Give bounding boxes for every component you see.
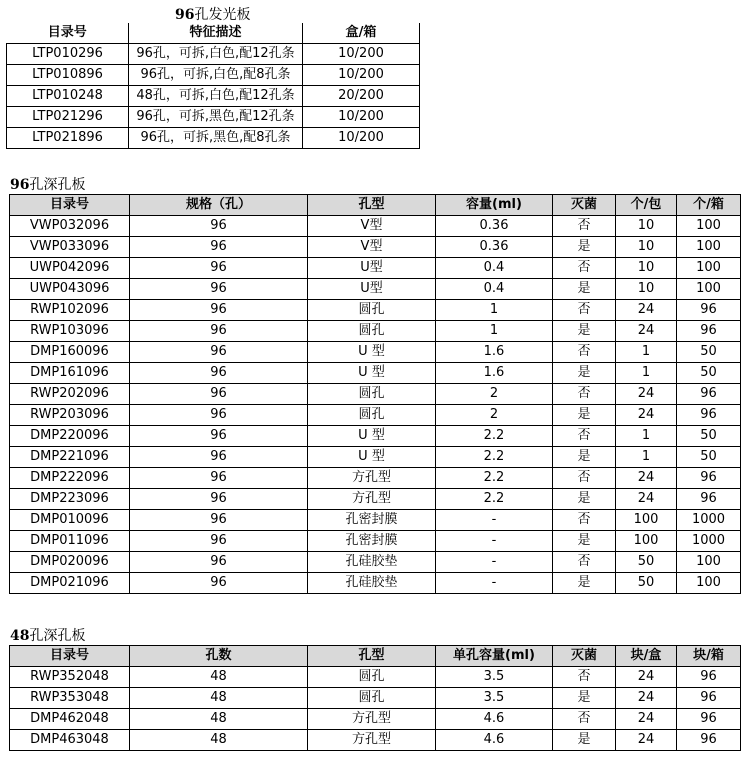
cell-sterile: 否 [553, 300, 616, 321]
cell-volume: 1 [436, 300, 553, 321]
title-number: 96 [10, 177, 30, 193]
cell-volume: 2.2 [436, 426, 553, 447]
cell-box-case: 10/200 [303, 44, 420, 65]
cell-volume: 1.6 [436, 342, 553, 363]
cell-spec: 48 [130, 688, 308, 709]
table-row [7, 128, 420, 149]
cell-spec: 96 [130, 342, 308, 363]
cell-case: 96 [677, 384, 741, 405]
cell-well-type: U 型 [308, 426, 436, 447]
cell-spec: 48 [130, 709, 308, 730]
cell-sterile: 否 [553, 342, 616, 363]
cell-pack: 10 [616, 237, 677, 258]
cell-case: 96 [677, 709, 741, 730]
table-row [10, 405, 741, 426]
cell-pack: 10 [616, 279, 677, 300]
cell-catalog: LTP010296 [7, 44, 129, 65]
cell-sterile: 是 [553, 531, 616, 552]
cell-well-type: 方孔型 [308, 489, 436, 510]
cell-sterile: 否 [553, 384, 616, 405]
cell-catalog: LTP021896 [7, 128, 129, 149]
table-header-row [7, 23, 420, 44]
col-header-per-case: 块/箱 [677, 646, 741, 667]
cell-well-type: 方孔型 [308, 730, 436, 751]
table-row [10, 342, 741, 363]
cell-box-case: 10/200 [303, 65, 420, 86]
cell-catalog: DMP160096 [10, 342, 130, 363]
table-row [10, 279, 741, 300]
cell-spec: 96 [130, 321, 308, 342]
table-row [10, 510, 741, 531]
cell-catalog: DMP221096 [10, 447, 130, 468]
cell-pack: 24 [616, 405, 677, 426]
cell-well-type: U 型 [308, 342, 436, 363]
cell-well-type: 方孔型 [308, 709, 436, 730]
cell-volume: - [436, 573, 553, 594]
cell-volume: 4.6 [436, 709, 553, 730]
cell-box-case: 10/200 [303, 107, 420, 128]
cell-pack: 24 [616, 709, 677, 730]
table-row [10, 447, 741, 468]
cell-case: 96 [677, 321, 741, 342]
cell-catalog: RWP352048 [10, 667, 130, 688]
cell-catalog: RWP353048 [10, 688, 130, 709]
table-header-row [10, 195, 741, 216]
section-title-luminescence-plate [175, 7, 250, 23]
cell-catalog: RWP103096 [10, 321, 130, 342]
col-header-sterile: 灭菌 [553, 195, 616, 216]
cell-catalog: DMP020096 [10, 552, 130, 573]
cell-well-type: V型 [308, 237, 436, 258]
cell-volume: 1.6 [436, 363, 553, 384]
cell-spec: 96 [130, 258, 308, 279]
col-header-catalog: 目录号 [10, 195, 130, 216]
cell-description: 96孔，可拆,黑色,配12孔条 [129, 107, 303, 128]
cell-volume: 2.2 [436, 489, 553, 510]
cell-catalog: RWP102096 [10, 300, 130, 321]
cell-pack: 24 [616, 321, 677, 342]
cell-pack: 24 [616, 489, 677, 510]
cell-well-type: 孔密封膜 [308, 510, 436, 531]
cell-pack: 50 [616, 573, 677, 594]
table-row [10, 552, 741, 573]
col-header-per-pack: 个/包 [616, 195, 677, 216]
cell-sterile: 是 [553, 321, 616, 342]
cell-pack: 24 [616, 688, 677, 709]
cell-well-type: 孔硅胶垫 [308, 573, 436, 594]
table-row [7, 86, 420, 107]
cell-catalog: DMP021096 [10, 573, 130, 594]
table-row [10, 667, 741, 688]
cell-case: 100 [677, 552, 741, 573]
table-row [10, 573, 741, 594]
cell-volume: 2.2 [436, 447, 553, 468]
cell-well-type: 圆孔 [308, 321, 436, 342]
table-row [10, 258, 741, 279]
cell-volume: 1 [436, 321, 553, 342]
cell-pack: 24 [616, 468, 677, 489]
cell-spec: 96 [130, 405, 308, 426]
cell-volume: 2 [436, 405, 553, 426]
cell-pack: 24 [616, 384, 677, 405]
cell-pack: 1 [616, 342, 677, 363]
cell-pack: 1 [616, 447, 677, 468]
col-header-sterile: 灭菌 [553, 646, 616, 667]
cell-box-case: 10/200 [303, 128, 420, 149]
cell-description: 48孔，可拆,白色,配12孔条 [129, 86, 303, 107]
section-title-96-deep-well [10, 177, 85, 193]
cell-catalog: UWP043096 [10, 279, 130, 300]
title-text: 孔深孔板 [29, 177, 86, 193]
cell-case: 96 [677, 468, 741, 489]
cell-pack: 24 [616, 730, 677, 751]
table-row [10, 426, 741, 447]
cell-case: 1000 [677, 510, 741, 531]
cell-well-type: 孔密封膜 [308, 531, 436, 552]
cell-volume: - [436, 552, 553, 573]
cell-sterile: 否 [553, 510, 616, 531]
cell-well-type: 圆孔 [308, 384, 436, 405]
table-row [10, 688, 741, 709]
cell-well-type: 孔硅胶垫 [308, 552, 436, 573]
cell-pack: 100 [616, 510, 677, 531]
cell-volume: 3.5 [436, 667, 553, 688]
cell-catalog: RWP203096 [10, 405, 130, 426]
cell-catalog: DMP220096 [10, 426, 130, 447]
cell-volume: - [436, 510, 553, 531]
cell-pack: 10 [616, 216, 677, 237]
cell-case: 50 [677, 447, 741, 468]
col-header-catalog: 目录号 [7, 23, 129, 44]
title-number: 48 [10, 628, 30, 644]
cell-catalog: DMP161096 [10, 363, 130, 384]
cell-catalog: LTP010896 [7, 65, 129, 86]
cell-sterile: 是 [553, 363, 616, 384]
cell-case: 96 [677, 667, 741, 688]
cell-well-type: U型 [308, 279, 436, 300]
table-row [10, 709, 741, 730]
cell-case: 96 [677, 730, 741, 751]
col-header-spec: 规格（孔） [130, 195, 308, 216]
cell-catalog: DMP223096 [10, 489, 130, 510]
cell-spec: 96 [130, 426, 308, 447]
cell-well-type: U 型 [308, 447, 436, 468]
cell-well-type: 圆孔 [308, 667, 436, 688]
cell-catalog: UWP042096 [10, 258, 130, 279]
table-row [10, 363, 741, 384]
cell-catalog: DMP222096 [10, 468, 130, 489]
col-header-per-box: 块/盒 [616, 646, 677, 667]
title-text: 孔发光板 [194, 7, 251, 23]
cell-pack: 24 [616, 300, 677, 321]
cell-sterile: 是 [553, 237, 616, 258]
table-row [10, 730, 741, 751]
cell-description: 96孔，可拆,白色,配8孔条 [129, 65, 303, 86]
cell-case: 1000 [677, 531, 741, 552]
cell-sterile: 否 [553, 667, 616, 688]
cell-spec: 96 [130, 468, 308, 489]
cell-case: 100 [677, 216, 741, 237]
cell-spec: 96 [130, 489, 308, 510]
cell-volume: 3.5 [436, 688, 553, 709]
cell-case: 50 [677, 342, 741, 363]
col-header-catalog: 目录号 [10, 646, 130, 667]
cell-pack: 1 [616, 363, 677, 384]
table-row [10, 468, 741, 489]
cell-spec: 96 [130, 363, 308, 384]
cell-spec: 48 [130, 730, 308, 751]
cell-well-type: U型 [308, 258, 436, 279]
cell-catalog: LTP021296 [7, 107, 129, 128]
table-row [10, 489, 741, 510]
col-header-description: 特征描述 [129, 23, 303, 44]
cell-spec: 96 [130, 216, 308, 237]
col-header-well-type: 孔型 [308, 646, 436, 667]
cell-volume: 2 [436, 384, 553, 405]
cell-catalog: DMP011096 [10, 531, 130, 552]
cell-volume: 0.4 [436, 279, 553, 300]
cell-well-type: U 型 [308, 363, 436, 384]
cell-sterile: 否 [553, 216, 616, 237]
cell-volume: - [436, 531, 553, 552]
cell-sterile: 是 [553, 447, 616, 468]
title-text: 孔深孔板 [29, 628, 86, 644]
cell-catalog: RWP202096 [10, 384, 130, 405]
cell-well-type: 圆孔 [308, 688, 436, 709]
cell-catalog: DMP010096 [10, 510, 130, 531]
cell-volume: 4.6 [436, 730, 553, 751]
cell-spec: 96 [130, 573, 308, 594]
cell-catalog: VWP033096 [10, 237, 130, 258]
cell-box-case: 20/200 [303, 86, 420, 107]
col-header-well-type: 孔型 [308, 195, 436, 216]
cell-well-type: V型 [308, 216, 436, 237]
cell-volume: 0.36 [436, 216, 553, 237]
col-header-box-case: 盒/箱 [303, 23, 420, 44]
cell-sterile: 否 [553, 426, 616, 447]
cell-spec: 96 [130, 237, 308, 258]
cell-well-type: 方孔型 [308, 468, 436, 489]
cell-sterile: 是 [553, 688, 616, 709]
cell-pack: 10 [616, 258, 677, 279]
table-row [10, 321, 741, 342]
cell-case: 96 [677, 489, 741, 510]
cell-sterile: 是 [553, 573, 616, 594]
cell-catalog: DMP463048 [10, 730, 130, 751]
cell-pack: 50 [616, 552, 677, 573]
cell-pack: 100 [616, 531, 677, 552]
cell-sterile: 否 [553, 468, 616, 489]
cell-volume: 2.2 [436, 468, 553, 489]
table-row [10, 384, 741, 405]
table-row [10, 531, 741, 552]
cell-spec: 96 [130, 447, 308, 468]
cell-spec: 96 [130, 552, 308, 573]
col-header-per-case: 个/箱 [677, 195, 741, 216]
cell-case: 100 [677, 237, 741, 258]
cell-case: 96 [677, 688, 741, 709]
cell-spec: 48 [130, 667, 308, 688]
cell-pack: 1 [616, 426, 677, 447]
cell-case: 100 [677, 279, 741, 300]
table-row [7, 44, 420, 65]
col-header-single-volume: 单孔容量(ml) [436, 646, 553, 667]
deep-well-96-table [9, 194, 741, 594]
cell-spec: 96 [130, 531, 308, 552]
table-row [10, 216, 741, 237]
cell-description: 96孔，可拆,白色,配12孔条 [129, 44, 303, 65]
table-row [7, 65, 420, 86]
cell-pack: 24 [616, 667, 677, 688]
cell-sterile: 是 [553, 279, 616, 300]
section-title-48-deep-well [10, 628, 85, 644]
cell-spec: 96 [130, 510, 308, 531]
cell-case: 100 [677, 573, 741, 594]
cell-catalog: VWP032096 [10, 216, 130, 237]
deep-well-48-table [9, 645, 741, 751]
table-row [10, 300, 741, 321]
table-row [10, 237, 741, 258]
cell-volume: 0.4 [436, 258, 553, 279]
luminescence-plate-table [6, 23, 420, 149]
cell-well-type: 圆孔 [308, 300, 436, 321]
cell-case: 100 [677, 258, 741, 279]
cell-spec: 96 [130, 279, 308, 300]
table-header-row [10, 646, 741, 667]
cell-spec: 96 [130, 384, 308, 405]
cell-sterile: 否 [553, 709, 616, 730]
cell-description: 96孔，可拆,黑色,配8孔条 [129, 128, 303, 149]
cell-catalog: DMP462048 [10, 709, 130, 730]
cell-sterile: 是 [553, 489, 616, 510]
cell-case: 50 [677, 426, 741, 447]
cell-case: 96 [677, 300, 741, 321]
cell-catalog: LTP010248 [7, 86, 129, 107]
cell-sterile: 否 [553, 258, 616, 279]
col-header-well-count: 孔数 [130, 646, 308, 667]
cell-well-type: 圆孔 [308, 405, 436, 426]
cell-case: 50 [677, 363, 741, 384]
cell-case: 96 [677, 405, 741, 426]
cell-volume: 0.36 [436, 237, 553, 258]
table-row [7, 107, 420, 128]
cell-sterile: 否 [553, 552, 616, 573]
title-number: 96 [175, 7, 195, 23]
cell-sterile: 是 [553, 730, 616, 751]
cell-sterile: 是 [553, 405, 616, 426]
col-header-volume: 容量(ml) [436, 195, 553, 216]
cell-spec: 96 [130, 300, 308, 321]
